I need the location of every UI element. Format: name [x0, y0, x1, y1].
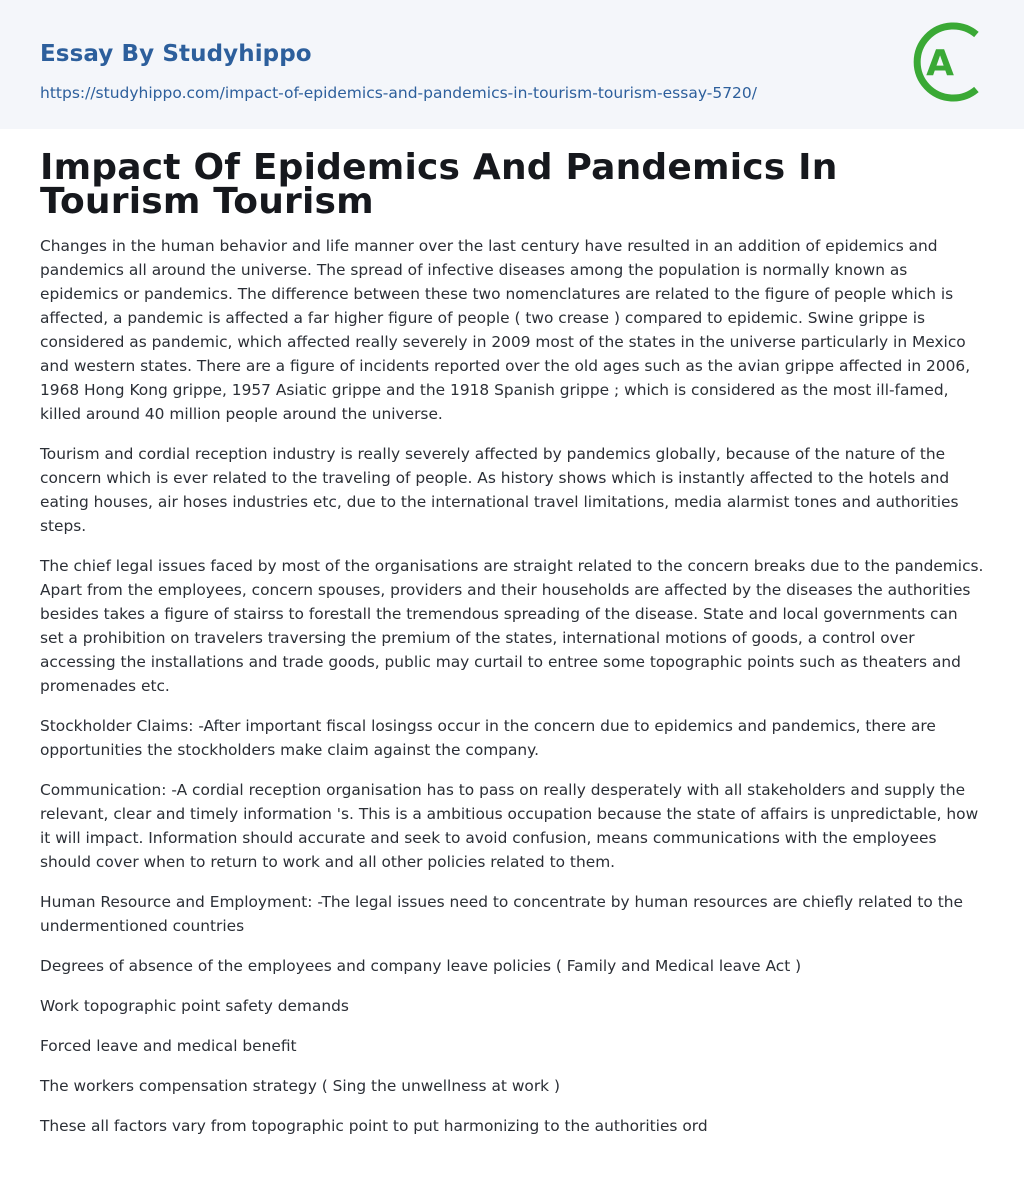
- essay-paragraph: Forced leave and medical benefit: [40, 1037, 297, 1055]
- essay-paragraph: These all factors vary from topographic point to put harmonizing to the authorities ord: [40, 1117, 708, 1135]
- essay-paragraph: The workers compensation strategy ( Sing the unwellness at work ): [40, 1077, 560, 1095]
- essay-paragraph: Changes in the human behavior and life manner over the last century have resulted in an addition of epidemics and pandemics all around the universe. The spread of infective diseases among the population is normally known as epidemics or pandemics. The difference between these two nomenclatures are related to the figure of people which is affected, a pandemic is affected a far higher figure of people ( two crease ) compared to epidemic. Swine grippe is considered as pandemic, which affected really severely in 2009 most of the states in the universe particularly in Mexico and western states. There are a figure of incidents reported over the old ages such as the avian grippe affected in 2006, 1968 Hong Kong grippe, 1957 Asiatic grippe and the 1918 Spanish grippe ; which is considered as the most ill-famed, killed around 40 million people around the universe.: [40, 237, 971, 423]
- site-brand[interactable]: Essay By Studyhippo: [40, 41, 312, 67]
- essay-paragraph: Degrees of absence of the employees and company leave policies ( Family and Medical leave Act ): [40, 957, 802, 975]
- essay-body: [40, 234, 984, 1138]
- essay-title: Impact Of Epidemics And Pandemics In Tourism Tourism: [40, 147, 838, 222]
- essay-paragraph: The chief legal issues faced by most of the organisations are straight related to the concern breaks due to the pandemics. Apart from the employees, concern spouses, providers and their households are affected by the diseases the authorities besides takes a figure of stairss to forestall the tremendous spreading of the disease. State and local governments can set a prohibition on travelers traversing the premium of the states, international motions of goods, a control over accessing the installations and trade goods, public may curtail to entree some topographic points such as theaters and promenades etc.: [40, 557, 984, 695]
- essay-paragraph: Communication: -A cordial reception organisation has to pass on really desperately with all stakeholders and supply the relevant, clear and timely information 's. This is a ambitious occupation because the state of affairs is unpredictable, how it will impact. Information should accurate and seek to avoid confusion, means communications with the employees should cover when to return to work and all other policies related to them.: [40, 781, 979, 871]
- studyhippo-logo-icon[interactable]: [913, 19, 987, 105]
- site-header: [0, 0, 1024, 129]
- essay-paragraph: Human Resource and Employment: -The legal issues need to concentrate by human resources are chiefly related to the undermentioned countries: [40, 893, 963, 935]
- essay-content: [0, 147, 1024, 1138]
- essay-paragraph: Tourism and cordial reception industry is really severely affected by pandemics globally, because of the nature of the concern which is ever related to the traveling of people. As history shows which is instantly affected to the hotels and eating houses, air hoses industries etc, due to the international travel limitations, media alarmist tones and authorities steps.: [40, 445, 959, 535]
- logo-letter: A: [926, 43, 954, 84]
- essay-paragraph: Stockholder Claims: -After important fiscal losingss occur in the concern due to epidemics and pandemics, there are opportunities the stockholders make claim against the company.: [40, 717, 936, 759]
- essay-paragraph: Work topographic point safety demands: [40, 997, 349, 1015]
- source-url-link[interactable]: https://studyhippo.com/impact-of-epidemics-and-pandemics-in-tourism-tourism-essay-5720/: [40, 84, 757, 102]
